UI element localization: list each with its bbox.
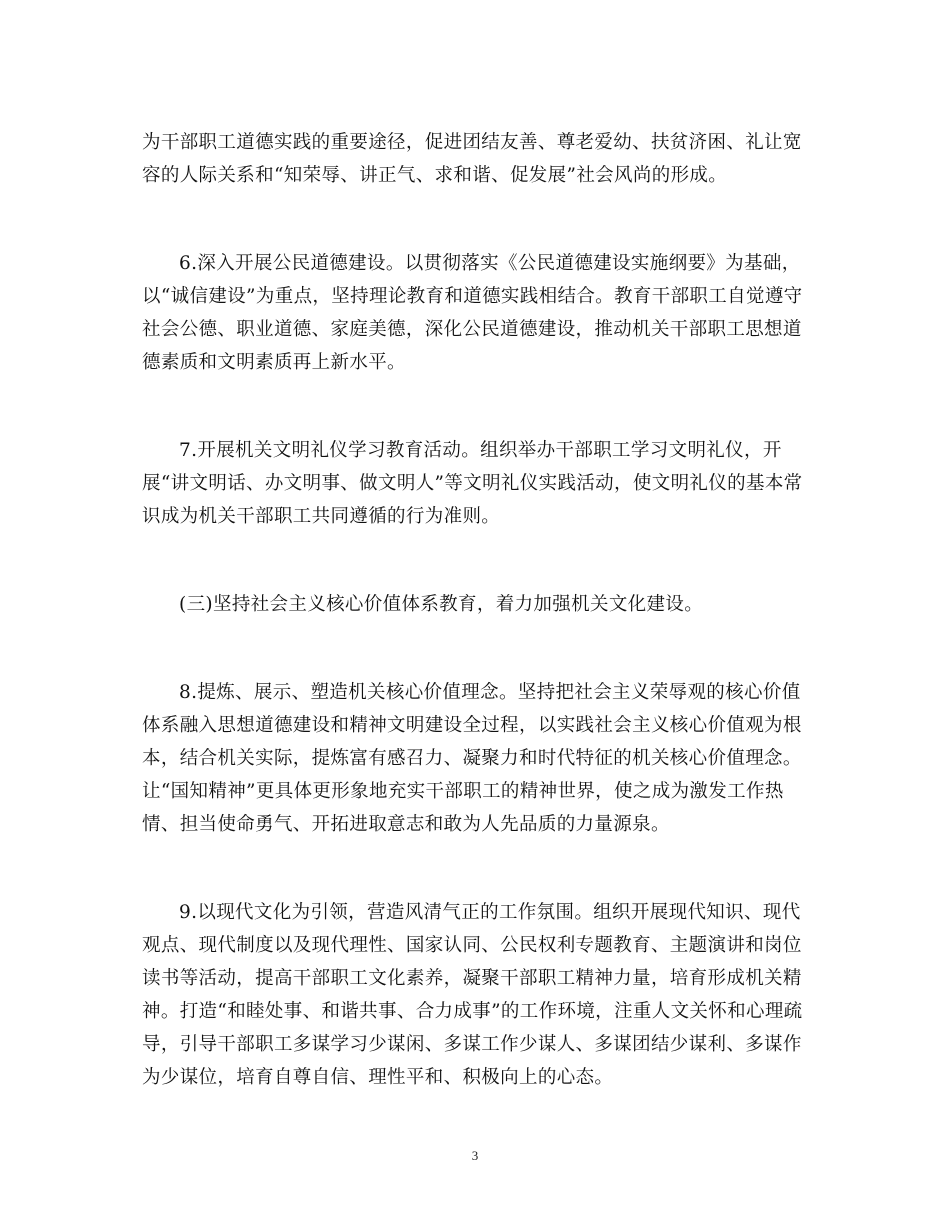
text-line: 8.提炼、展示、塑造机关核心价值理念。坚持把社会主义荣辱观的核心价值 <box>179 682 801 703</box>
paragraph-item-7 <box>142 434 807 533</box>
text-line: 观点、现代制度以及现代理性、国家认同、公民权利专题教育、主题演讲和岗位 <box>142 935 802 956</box>
paragraph-item-6 <box>142 247 807 379</box>
text-line: 为干部职工道德实践的重要途径，促进团结友善、尊老爱幼、扶贫济困、礼让宽 <box>142 132 802 153</box>
text-line: 导，引导干部职工多谋学习少谋闲、多谋工作少谋人、多谋团结少谋利、多谋作 <box>142 1034 802 1055</box>
text-line: 体系融入思想道德建设和精神文明建设全过程，以实践社会主义核心价值观为根 <box>142 715 802 736</box>
text-line: 社会公德、职业道德、家庭美德，深化公民道德建设，推动机关干部职工思想道 <box>142 319 802 340</box>
text-line: 本，结合机关实际，提炼富有感召力、凝聚力和时代特征的机关核心价值理念。 <box>142 748 802 769</box>
paragraph-continuation <box>142 126 807 192</box>
paragraph-item-9 <box>142 896 807 1094</box>
section-heading <box>142 588 807 621</box>
text-line: 7.开展机关文明礼仪学习教育活动。组织举办干部职工学习文明礼仪，开 <box>179 440 782 461</box>
body-text <box>142 126 807 1094</box>
text-line: 德素质和文明素质再上新水平。 <box>142 352 406 373</box>
text-line: 为少谋位，培育自尊自信、理性平和、积极向上的心态。 <box>142 1067 614 1088</box>
text-line: 情、担当使命勇气、开拓进取意志和敢为人先品质的力量源泉。 <box>142 814 670 835</box>
text-line: 9.以现代文化为引领，营造风清气正的工作氛围。组织开展现代知识、现代 <box>179 902 801 923</box>
paragraph-item-8 <box>142 676 807 841</box>
text-line: 让“国知精神”更具体更形象地充实干部职工的精神世界，使之成为激发工作热 <box>142 781 784 802</box>
text-line: 6.深入开展公民道德建设。以贯彻落实《公民道德建设实施纲要》为基础， <box>179 253 801 274</box>
text-line: (三)坚持社会主义核心价值体系教育，着力加强机关文化建设。 <box>179 594 704 615</box>
text-line: 读书等活动，提高干部职工文化素养，凝聚干部职工精神力量，培育形成机关精 <box>142 968 802 989</box>
text-line: 展“讲文明话、办文明事、做文明人”等文明礼仪实践活动，使文明礼仪的基本常 <box>142 473 803 494</box>
text-line: 以“诚信建设”为重点，坚持理论教育和道德实践相结合。教育干部职工自觉遵守 <box>142 286 803 307</box>
page-number: 3 <box>471 1148 479 1163</box>
text-line: 神。打造“和睦处事、和谐共事、合力成事”的工作环境，注重人文关怀和心理疏 <box>142 1001 803 1022</box>
text-line: 容的人际关系和“知荣辱、讲正气、求和谐、促发展”社会风尚的形成。 <box>142 165 728 186</box>
text-line: 识成为机关干部职工共同遵循的行为准则。 <box>142 506 501 527</box>
